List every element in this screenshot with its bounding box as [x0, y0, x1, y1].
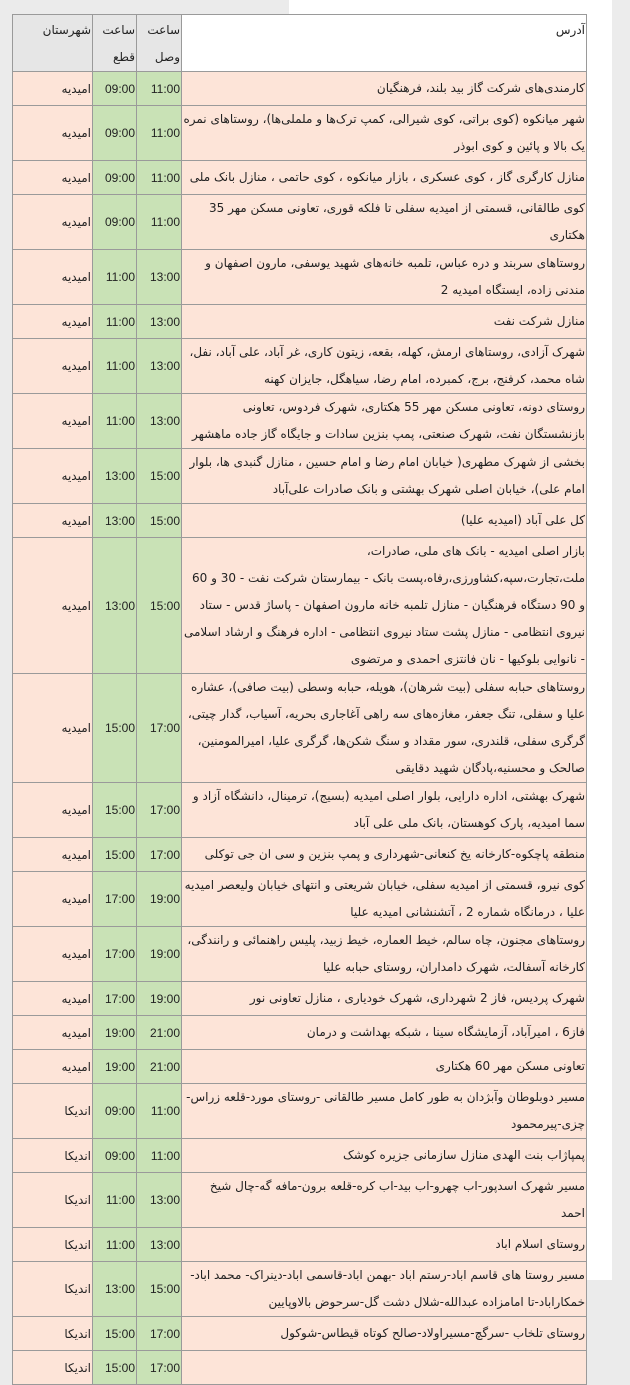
address-cell: شهرک بهشتی، اداره دارایی، بلوار اصلی امیدیه (بسیج)، ترمینال، دانشگاه آزاد و سما امیدیه، پارک کوهستان، بانک ملی علی آباد — [182, 783, 587, 838]
connect-time-cell: 17:00 — [137, 1351, 182, 1385]
connect-time-cell: 11:00 — [137, 195, 182, 250]
cut-time-cell: 11:00 — [93, 1228, 137, 1262]
table-row — [13, 1084, 587, 1139]
county-cell: امیدیه — [13, 674, 93, 783]
county-cell: امیدیه — [13, 982, 93, 1016]
connect-time-cell: 13:00 — [137, 250, 182, 305]
county-cell: اندیکا — [13, 1173, 93, 1228]
county-cell: امیدیه — [13, 1016, 93, 1050]
county-cell: امیدیه — [13, 339, 93, 394]
table-row — [13, 1016, 587, 1050]
county-cell: اندیکا — [13, 1139, 93, 1173]
connect-time-cell: 13:00 — [137, 394, 182, 449]
connect-time-cell: 21:00 — [137, 1050, 182, 1084]
address-cell: تعاونی مسکن مهر 60 هکتاری — [182, 1050, 587, 1084]
cut-time-cell: 15:00 — [93, 783, 137, 838]
header-cut-line2: قطع — [113, 50, 135, 64]
header-connect-time — [137, 15, 182, 72]
address-cell: روستاهای حبابه سفلی (بیت شرهان)، هویله، حبابه وسطی (بیت صافی)، عشاره علیا و سفلی، تنگ جعفر، مغازه‌های سه راهی آغاجاری بحریه، آسیاب، گدار چیتی، گرگری سفلی، قلندری، سور مقداد و سنگ شکن‌ها، گرگری علیا، امیرالمومنین، صالحک و محسنیه،پادگان شهید دقایقی — [182, 674, 587, 783]
cut-time-cell: 09:00 — [93, 1084, 137, 1139]
cut-time-cell: 09:00 — [93, 1139, 137, 1173]
address-cell: منازل کارگری گاز ، کوی عسکری ، بازار میانکوه ، کوی حاتمی ، منازل بانک ملی — [182, 161, 587, 195]
cut-time-cell: 11:00 — [93, 394, 137, 449]
table-body — [13, 72, 587, 1385]
connect-time-cell: 15:00 — [137, 1262, 182, 1317]
county-cell: امیدیه — [13, 449, 93, 504]
connect-time-cell: 15:00 — [137, 449, 182, 504]
cut-time-cell: 13:00 — [93, 504, 137, 538]
header-connect-line1: ساعت — [147, 23, 180, 37]
cut-time-cell: 13:00 — [93, 449, 137, 504]
table-row — [13, 1351, 587, 1385]
cut-time-cell: 15:00 — [93, 1351, 137, 1385]
connect-time-cell: 13:00 — [137, 1228, 182, 1262]
cut-time-cell: 11:00 — [93, 250, 137, 305]
table-row — [13, 161, 587, 195]
table-row — [13, 1173, 587, 1228]
connect-time-cell: 15:00 — [137, 504, 182, 538]
address-cell: منازل شرکت نفت — [182, 305, 587, 339]
header-address: آدرس — [182, 15, 587, 72]
cut-time-cell: 09:00 — [93, 106, 137, 161]
table-row — [13, 339, 587, 394]
table-row — [13, 538, 587, 674]
connect-time-cell: 19:00 — [137, 927, 182, 982]
table-row — [13, 872, 587, 927]
connect-time-cell: 11:00 — [137, 161, 182, 195]
county-cell: امیدیه — [13, 783, 93, 838]
cut-time-cell: 11:00 — [93, 305, 137, 339]
address-cell: مسیر شهرک اسدپور-اب چهرو-اب بید-اب کره-قلعه برون-مافه گه-چال شیخ احمد — [182, 1173, 587, 1228]
connect-time-cell: 17:00 — [137, 674, 182, 783]
address-cell: کل علی آباد (امیدیه علیا) — [182, 504, 587, 538]
address-cell: منطقه پاچکوه-کارخانه یخ کنعانی-شهرداری و پمپ بنزین و سی ان جی توکلی — [182, 838, 587, 872]
address-cell: شهر میانکوه (کوی براتی، کوی شیرالی، کمپ ترک‌ها و ململی‌ها)، روستاهای نمره یک بالا و پائین و کوی ابوذر — [182, 106, 587, 161]
table-row — [13, 195, 587, 250]
county-cell: اندیکا — [13, 1351, 93, 1385]
cut-time-cell: 17:00 — [93, 927, 137, 982]
cut-time-cell: 09:00 — [93, 72, 137, 106]
county-cell: امیدیه — [13, 72, 93, 106]
table-row — [13, 449, 587, 504]
county-cell: امیدیه — [13, 394, 93, 449]
county-cell: امیدیه — [13, 538, 93, 674]
address-cell: روستاهای سربند و دره عباس، تلمبه خانه‌های شهید یوسفی، مارون اصفهان و مندنی زاده، ایستگاه امیدیه 2 — [182, 250, 587, 305]
cut-time-cell: 09:00 — [93, 195, 137, 250]
connect-time-cell: 11:00 — [137, 1084, 182, 1139]
cut-time-cell: 15:00 — [93, 674, 137, 783]
address-cell: شهرک پردیس، فاز 2 شهرداری، شهرک خودیاری ، منازل تعاونی نور — [182, 982, 587, 1016]
connect-time-cell: 15:00 — [137, 538, 182, 674]
connect-time-cell: 13:00 — [137, 1173, 182, 1228]
connect-time-cell: 11:00 — [137, 72, 182, 106]
table-row — [13, 783, 587, 838]
connect-time-cell: 19:00 — [137, 982, 182, 1016]
table-row — [13, 1262, 587, 1317]
cut-time-cell: 13:00 — [93, 538, 137, 674]
table-row — [13, 1050, 587, 1084]
cut-time-cell: 09:00 — [93, 161, 137, 195]
county-cell: امیدیه — [13, 250, 93, 305]
table-row — [13, 982, 587, 1016]
county-cell: اندیکا — [13, 1084, 93, 1139]
address-cell: بازار اصلی امیدیه - بانک های ملی، صادرات، ملت،تجارت،سپه،کشاورزی،رفاه،پست بانک - بیمارستان شرکت نفت - 30 و 60 و 90 دستگاه فرهنگیان - منازل تلمبه خانه مارون اصفهان - پاساژ قدس - ستاد نیروی انتظامی - منازل پشت ستاد نیروی انتظامی - اداره فرهنگ و ارشاد اسلامی - نانوایی بلوکیها - نان فانتزی احمدی و مرتضوی — [182, 538, 587, 674]
table-row — [13, 674, 587, 783]
table-row — [13, 305, 587, 339]
table-row — [13, 106, 587, 161]
table-row — [13, 250, 587, 305]
address-cell: بخشی از شهرک مطهری( خیابان امام رضا و امام حسین ، منازل گنبدی ها، بلوار امام علی)، خیابان اصلی شهرک بهشتی و بانک صادرات علی‌آباد — [182, 449, 587, 504]
cut-time-cell: 17:00 — [93, 872, 137, 927]
table-row — [13, 504, 587, 538]
cut-time-cell: 15:00 — [93, 838, 137, 872]
connect-time-cell: 19:00 — [137, 872, 182, 927]
power-outage-schedule-table — [12, 14, 587, 1385]
county-cell: اندیکا — [13, 1317, 93, 1351]
county-cell: امیدیه — [13, 106, 93, 161]
connect-time-cell: 17:00 — [137, 783, 182, 838]
header-cut-line1: ساعت — [102, 23, 135, 37]
connect-time-cell: 17:00 — [137, 838, 182, 872]
address-cell: فاز6 ، امیرآباد، آزمایشگاه سینا ، شبکه بهداشت و درمان — [182, 1016, 587, 1050]
address-cell: مسیر دوبلوطان وآبژدان به طور کامل مسیر طالقانی -روستای مورد-قلعه زراس-چزی-پیرمحمود — [182, 1084, 587, 1139]
address-cell — [182, 1351, 587, 1385]
table-row — [13, 1139, 587, 1173]
connect-time-cell: 11:00 — [137, 1139, 182, 1173]
address-cell: روستای تلخاب -سرگچ-مسیراولاد-صالح کوتاه قیطاس-شوکول — [182, 1317, 587, 1351]
county-cell: اندیکا — [13, 1228, 93, 1262]
connect-time-cell: 21:00 — [137, 1016, 182, 1050]
connect-time-cell: 17:00 — [137, 1317, 182, 1351]
connect-time-cell: 11:00 — [137, 106, 182, 161]
table-header-row — [13, 15, 587, 72]
table-row — [13, 72, 587, 106]
county-cell: امیدیه — [13, 305, 93, 339]
county-cell: امیدیه — [13, 927, 93, 982]
county-cell: امیدیه — [13, 504, 93, 538]
address-cell: کوی طالقانی، قسمتی از امیدیه سفلی تا فلکه قوری، تعاونی مسکن مهر 35 هکتاری — [182, 195, 587, 250]
address-cell: روستای اسلام اباد — [182, 1228, 587, 1262]
address-cell: کوی نیرو، قسمتی از امیدیه سفلی، خیابان شریعتی و انتهای خیابان ولیعصر امیدیه علیا ، درمانگاه شماره 2 ، آتشنشانی امیدیه علیا — [182, 872, 587, 927]
county-cell: امیدیه — [13, 195, 93, 250]
address-cell: مسیر روستا های قاسم اباد-رستم اباد -بهمن اباد-قاسمی اباد-دینراک- محمد اباد-خمکاراباد-تا امامزاده عبدالله-شلال دشت گل-سرحوض بالاوپایین — [182, 1262, 587, 1317]
cut-time-cell: 15:00 — [93, 1317, 137, 1351]
table-row — [13, 1317, 587, 1351]
cut-time-cell: 19:00 — [93, 1050, 137, 1084]
county-cell: اندیکا — [13, 1262, 93, 1317]
address-cell: روستای دونه، تعاونی مسکن مهر 55 هکتاری، شهرک فردوس، تعاونی بازنشستگان نفت، شهرک صنعتی، پمپ بنزین سادات و جایگاه گاز جاده ماهشهر — [182, 394, 587, 449]
cut-time-cell: 13:00 — [93, 1262, 137, 1317]
connect-time-cell: 13:00 — [137, 305, 182, 339]
county-cell: امیدیه — [13, 838, 93, 872]
address-cell: کارمندی‌های شرکت گاز بید بلند، فرهنگیان — [182, 72, 587, 106]
connect-time-cell: 13:00 — [137, 339, 182, 394]
table-row — [13, 838, 587, 872]
county-cell: امیدیه — [13, 161, 93, 195]
cut-time-cell: 17:00 — [93, 982, 137, 1016]
address-cell: روستاهای مجنون، چاه سالم، خیط العماره، خیط زبید، پلیس راهنمائی و رانندگی، کارخانه آسفالت، شهرک دامداران، روستای حبابه علیا — [182, 927, 587, 982]
header-cut-time — [93, 15, 137, 72]
table-row — [13, 394, 587, 449]
address-cell: پمپاژاب بنت الهدی منازل سازمانی جزیره کوشک — [182, 1139, 587, 1173]
scroll-gutter[interactable] — [612, 0, 630, 1280]
table-row — [13, 1228, 587, 1262]
county-cell: امیدیه — [13, 872, 93, 927]
cut-time-cell: 11:00 — [93, 1173, 137, 1228]
header-connect-line2: وصل — [154, 50, 180, 64]
table-row — [13, 927, 587, 982]
cut-time-cell: 19:00 — [93, 1016, 137, 1050]
county-cell: امیدیه — [13, 1050, 93, 1084]
cut-time-cell: 11:00 — [93, 339, 137, 394]
address-cell: شهرک آزادی، روستاهای ارمش، کهله، بقعه، زیتون کاری، غر آباد، علی آباد، نفل، شاه محمد، کرفنج، برج، کمبرده، امام رضا، سیاهگل، جایزان کهنه — [182, 339, 587, 394]
header-county: شهرستان — [13, 15, 93, 72]
